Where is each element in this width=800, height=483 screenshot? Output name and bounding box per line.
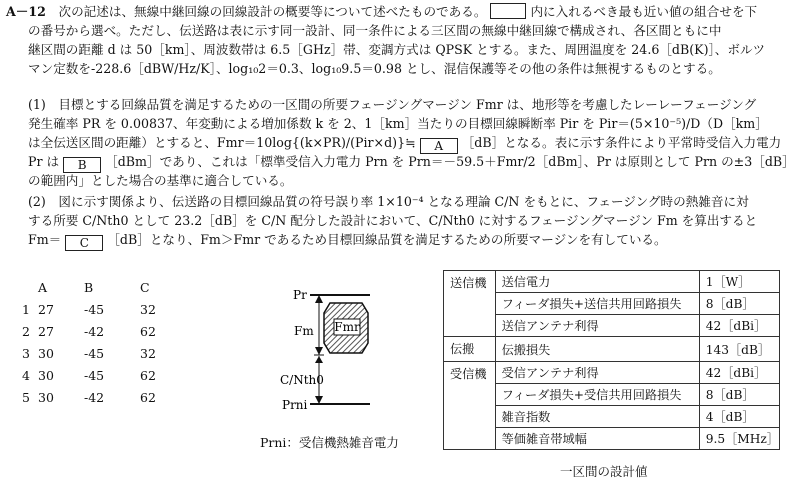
item1-line-2: 発生確率 PR を 0.00837、年変動による増加係数 k を 2、1［km］当たりの目標回線瞬断率 Pir を Pir＝(5×10⁻⁵)/D（D［km］: [28, 116, 768, 131]
pr-label: Pr: [293, 288, 307, 302]
fm-label: Fm: [294, 324, 314, 338]
category-receiver: 受信機: [444, 362, 496, 450]
option-number: 3: [22, 345, 30, 361]
table-row: 送信アンテナ利得 42［dBi］: [444, 315, 780, 337]
level-diagram: [270, 283, 430, 413]
item2-line-3: Fm＝ C ［dB］となり、Fm＞Fmr であるため目標回線品質を満足するための所要マージンを有している。: [28, 232, 667, 250]
arrow-down-icon: [315, 396, 323, 404]
options-header-row: [22, 276, 180, 298]
intro-line-2: の番号から選べ。ただし、伝送路は表に示す同一設計、同一条件による三区間の無線中継回線で構成され、各区間ともに中: [28, 23, 722, 38]
option-number: 4: [22, 367, 30, 383]
option-row[interactable]: 4 30 -45 62: [22, 364, 180, 386]
option-row[interactable]: 3 30 -45 32: [22, 342, 180, 364]
blank-a: A: [420, 138, 458, 154]
item1-line-4: Pr は B ［dBm］であり、これは「標準受信入力電力 Prn を Prn＝－59.5＋Fmr/2［dBm］、Pr は原則として Prn の±3［dB］: [28, 154, 795, 172]
blank-b: B: [63, 157, 101, 173]
option-row[interactable]: 5 30 -42 62: [22, 386, 180, 408]
item1-line-1: (1) 目標とする回線品質を満足するための一区間の所要フェージングマージン Fmr は、地形等を考慮したレーレーフェージング: [28, 97, 757, 112]
table-row: 伝搬 伝搬損失 143［dB］: [444, 337, 780, 362]
blank-c: C: [65, 235, 103, 251]
table-row: フィーダ損失+受信共用回路損失 8［dB］: [444, 384, 780, 406]
problem-id: A－12: [6, 4, 46, 19]
item1-line-3: は全伝送区間の距離）とすると、Fmr＝10log{(k×PR)/(Pir×d)}≒ A ［dB］となる。表に示す条件により平常時受信入力電力: [28, 135, 782, 153]
header-b: B: [84, 279, 94, 295]
category-propagation: 伝搬: [444, 337, 496, 362]
item1-line-5: の範囲内」とした場合の基準に適合している。: [28, 173, 293, 188]
arrow-down-icon: [315, 347, 323, 355]
arrow-up-icon: [315, 295, 323, 303]
category-transmitter: 送信機: [444, 271, 496, 337]
option-number: 5: [22, 389, 30, 405]
spec-table-caption: 一区間の設計値: [560, 464, 648, 479]
item2-line-1: (2) 図に示す関係より、伝送路の目標回線品質の符号誤り率 1×10⁻⁴ となる理論 C/N をもとに、フェージング時の熱雑音に対: [28, 194, 749, 209]
intro-line-3: 継区間の距離 d は 50［km］、周波数帯は 6.5［GHz］帯、変調方式は QPSK とする。また、周囲温度を 24.6［dB(K)］、ボルツ: [28, 42, 766, 57]
header-c: C: [140, 279, 150, 295]
option-row[interactable]: 1 27 -45 32: [22, 298, 180, 320]
intro-line-4: マン定数を-228.6［dBW/Hz/K］、log₁₀2＝0.3、log₁₀9.5＝0.98 とし、混信保護等その他の条件は無視するものとする。: [28, 61, 721, 76]
table-row: 受信機 受信アンテナ利得 42［dBi］: [444, 362, 780, 384]
header-a: A: [38, 279, 48, 295]
diagram-caption: Prni：受信機熱雑音電力: [260, 435, 399, 450]
table-row: 等価雑音帯域幅 9.5［MHz］: [444, 428, 780, 450]
fmr-label: Fmr: [334, 320, 360, 334]
answer-blank-box: [490, 3, 526, 19]
option-number: 1: [22, 301, 30, 317]
option-row[interactable]: 2 27 -42 62: [22, 320, 180, 342]
table-row: フィーダ損失+送信共用回路損失 8［dB］: [444, 293, 780, 315]
answer-options-table: [22, 276, 180, 408]
intro-line-1: A－12 次の記述は、無線中継回線の回線設計の概要等について述べたものである。 内に入れるべき最も近い値の組合せを下: [6, 4, 758, 19]
option-number: 2: [22, 323, 30, 339]
spec-table: [443, 270, 780, 450]
item2-line-2: する所要 C/Nth0 として 23.2［dB］を C/N 配分した設計において、C/Nth0 に対するフェージングマージン Fm を算出すると: [28, 213, 758, 228]
table-row: 送信機 送信電力 1［W］: [444, 271, 780, 293]
prni-label: Prni: [282, 398, 308, 412]
table-row: 雑音指数 4［dB］: [444, 406, 780, 428]
cn-label: C/Nth0: [280, 373, 324, 387]
